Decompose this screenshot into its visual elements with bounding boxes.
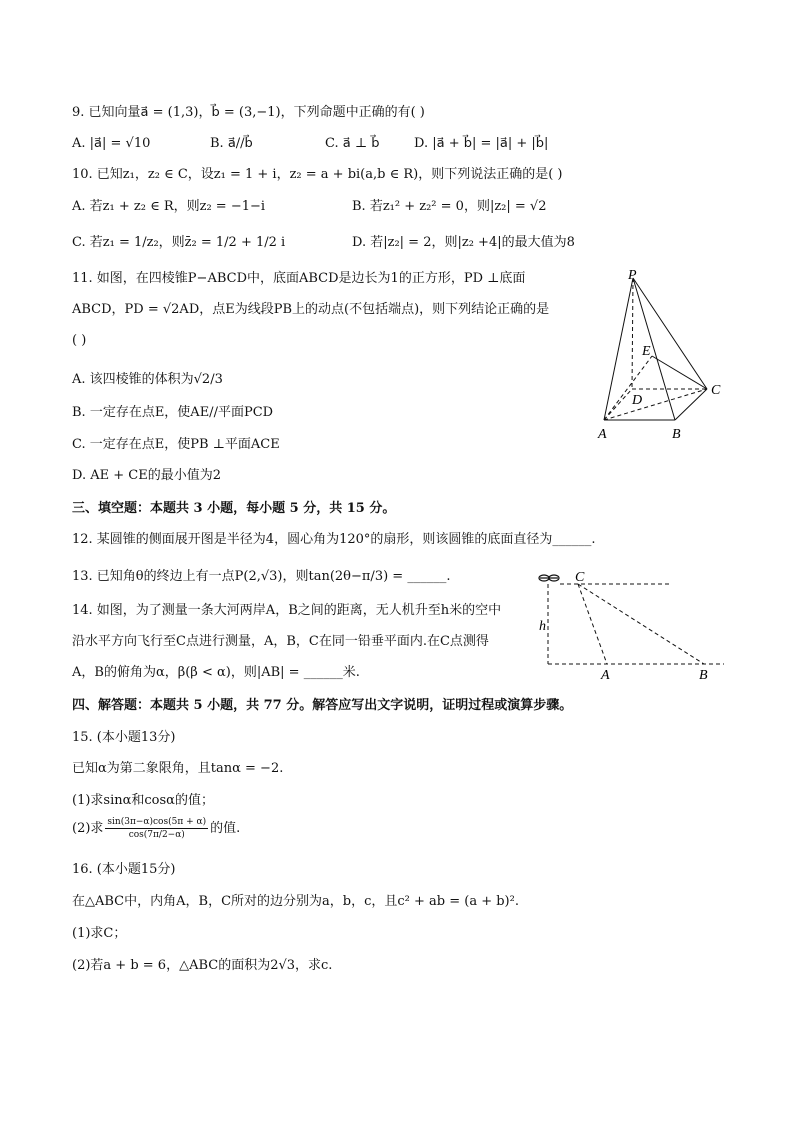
q16-given: 在△ABC中，内角A，B，C所对的边分别为a，b，c，且c² + ab = (a + b)². bbox=[72, 894, 519, 909]
q15-fraction-denominator: cos(7π/2−α) bbox=[128, 830, 185, 840]
pyramid-figure bbox=[590, 266, 740, 441]
section-4-heading: 四、解答题：本题共 5 小题，共 77 分。解答应写出文字说明，证明过程或演算步骤。 bbox=[72, 698, 573, 713]
q14-line2: 沿水平方向飞行至C点进行测量，A，B，C在同一铅垂平面内.在C点测得 bbox=[72, 634, 489, 649]
fig11-label-b: B bbox=[672, 427, 681, 441]
fig14-label-a: A bbox=[601, 668, 610, 683]
q9-option-c: C. a⃗ ⊥ b⃗ bbox=[325, 136, 380, 151]
section-3-heading: 三、填空题：本题共 3 小题，每小题 5 分，共 15 分。 bbox=[72, 501, 396, 516]
q9-option-d: D. |a⃗ + b⃗| = |a⃗| + |b⃗| bbox=[414, 136, 549, 151]
q9-option-b: B. a⃗//b⃗ bbox=[210, 136, 253, 151]
q15-part2-prefix: (2)求 bbox=[72, 820, 104, 836]
q16-title: 16. (本小题15分) bbox=[72, 862, 176, 877]
q14-line1: 14. 如图，为了测量一条大河两岸A，B之间的距离，无人机升至h米的空中 bbox=[72, 603, 502, 618]
q11-line3: ( ) bbox=[72, 333, 87, 348]
drone-figure bbox=[532, 568, 732, 683]
fig11-label-e: E bbox=[642, 344, 651, 359]
q13-text: 13. 已知角θ的终边上有一点P(2,√3)，则tan(2θ−π/3) = ______. bbox=[72, 569, 451, 584]
q11-option-d: D. AE + CE的最小值为2 bbox=[72, 468, 221, 483]
q10-stem: 10. 已知z₁，z₂ ∈ C，设z₁ = 1 + i，z₂ = a + bi(a,b ∈ R)，则下列说法正确的是( ) bbox=[72, 167, 563, 182]
q16-part1: (1)求C； bbox=[72, 926, 127, 941]
q15-given: 已知α为第二象限角，且tanα = −2. bbox=[72, 761, 284, 776]
q11-option-c: C. 一定存在点E，使PB ⊥平面ACE bbox=[72, 437, 280, 452]
fig11-label-d: D bbox=[632, 393, 643, 408]
q11-line1: 11. 如图，在四棱锥P−ABCD中，底面ABCD是边长为1的正方形，PD ⊥底面 bbox=[72, 271, 526, 286]
q10-option-d: D. 若|z₂| = 2，则|z₂ +4|的最大值为8 bbox=[352, 235, 575, 250]
q9-option-a: A. |a⃗| = √10 bbox=[72, 136, 151, 151]
q14-line3: A，B的俯角为α，β(β < α)，则|AB| = ______米. bbox=[72, 665, 360, 680]
q10-option-a: A. 若z₁ + z₂ ∈ R，则z₂ = −1−i bbox=[72, 199, 266, 214]
drone-icon bbox=[539, 575, 559, 581]
q15-part2 bbox=[72, 816, 240, 841]
fig14-label-b: B bbox=[699, 668, 708, 683]
q10-option-c: C. 若z₁ = 1/z₂，则z̄₂ = 1/2 + 1/2 i bbox=[72, 235, 286, 250]
q16-part2: (2)若a + b = 6，△ABC的面积为2√3，求c. bbox=[72, 958, 333, 973]
fig14-label-h: h bbox=[539, 619, 546, 634]
q11-option-b: B. 一定存在点E，使AE//平面PCD bbox=[72, 405, 274, 420]
fig11-label-c: C bbox=[711, 383, 721, 398]
fig11-label-a: A bbox=[598, 427, 607, 441]
q15-fraction bbox=[105, 816, 208, 841]
q9-stem: 9. 已知向量a⃗ = (1,3)，b⃗ = (3,−1)，下列命题中正确的有( ) bbox=[72, 105, 425, 120]
fig14-label-c: C bbox=[575, 570, 585, 585]
fig11-label-p: P bbox=[628, 268, 637, 283]
q15-part1: (1)求sinα和cosα的值； bbox=[72, 793, 214, 808]
q11-line2: ABCD，PD = √2AD，点E为线段PB上的动点(不包括端点)，则下列结论正确的是 bbox=[72, 302, 550, 317]
q10-option-b: B. 若z₁² + z₂² = 0，则|z₂| = √2 bbox=[352, 199, 547, 214]
q12-text: 12. 某圆锥的侧面展开图是半径为4，圆心角为120°的扇形，则该圆锥的底面直径为______. bbox=[72, 532, 596, 547]
q15-fraction-numerator: sin(3π−α)cos(5π + α) bbox=[107, 817, 207, 827]
q15-title: 15. (本小题13分) bbox=[72, 730, 176, 745]
q15-part2-suffix: 的值. bbox=[210, 820, 241, 836]
q11-option-a: A. 该四棱锥的体积为√2/3 bbox=[72, 372, 223, 387]
